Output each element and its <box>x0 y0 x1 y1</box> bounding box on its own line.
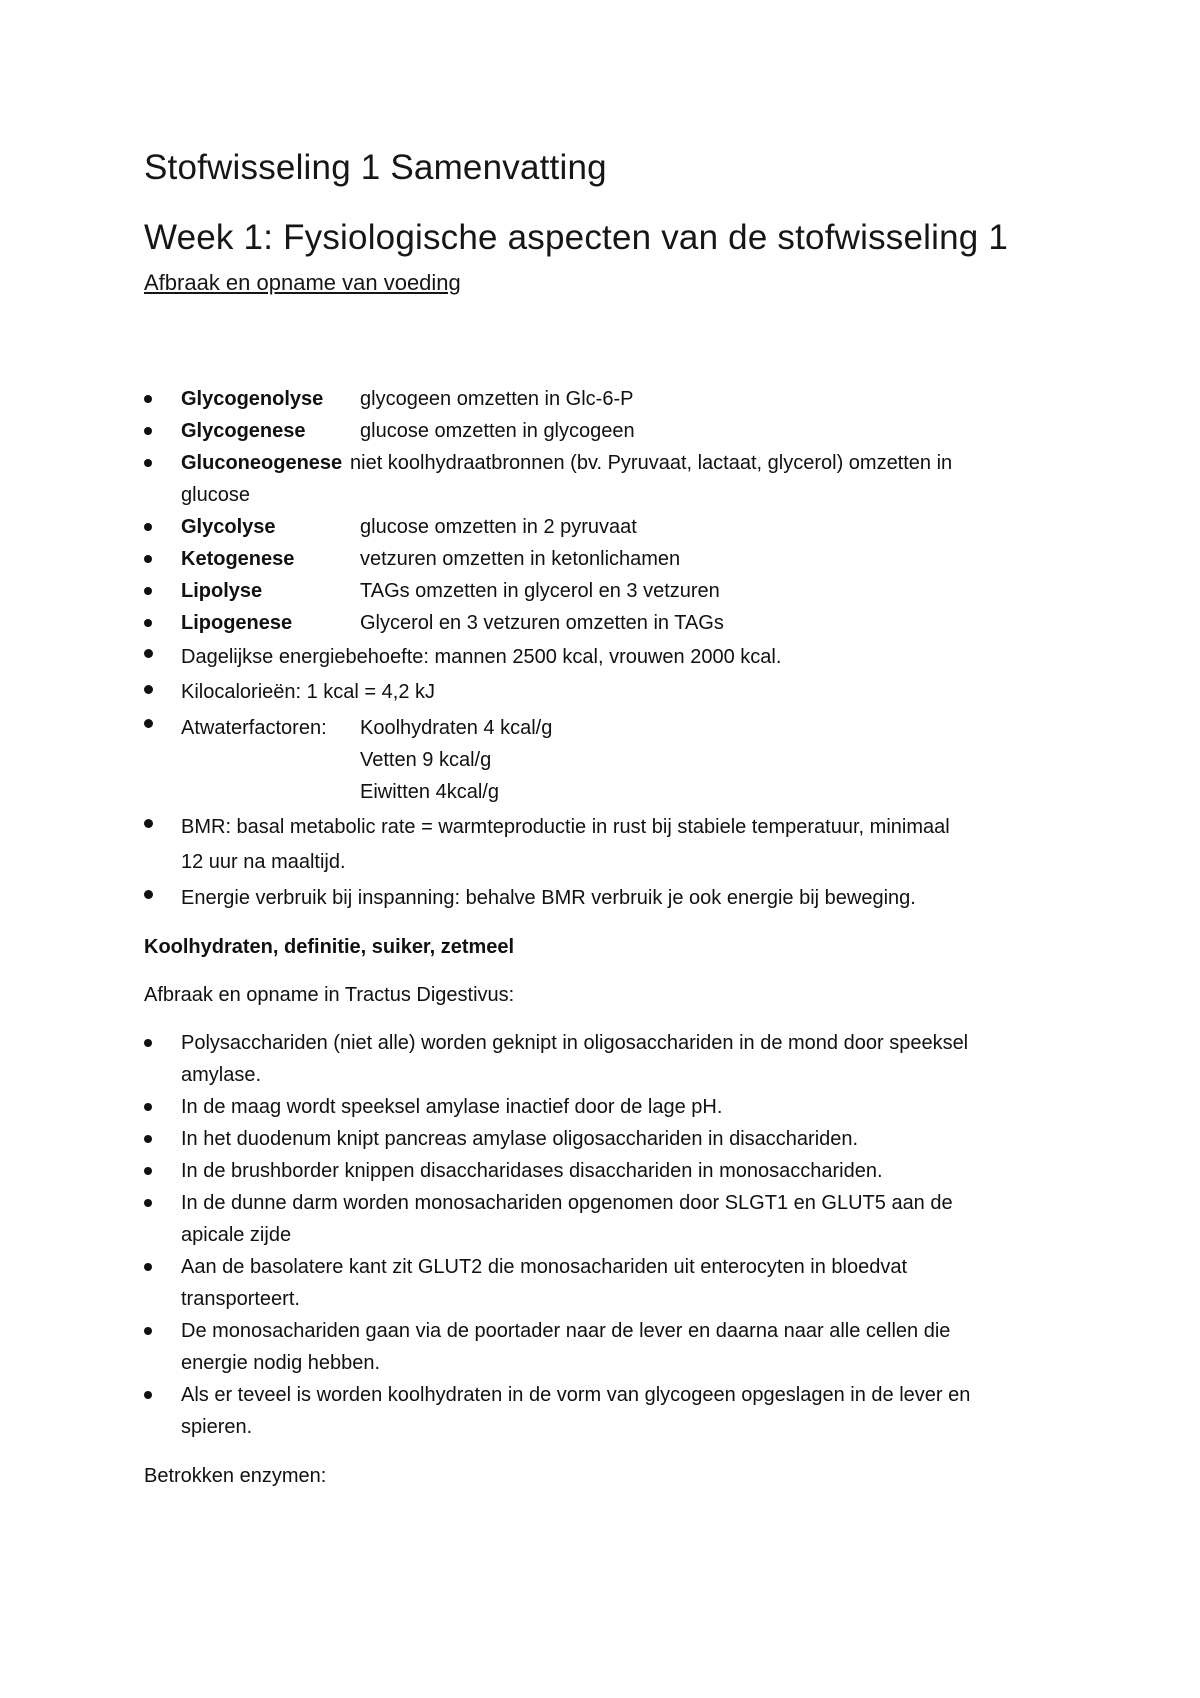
term-definition: glucose omzetten in 2 pyruvaat <box>360 516 637 538</box>
term-gluconeogenese: Gluconeogenese <box>181 452 343 474</box>
term-glycolyse: Glycolyse <box>181 516 276 538</box>
bullet-icon <box>144 427 152 435</box>
term-definition: vetzuren omzetten in ketonlichamen <box>360 548 681 570</box>
term-definition: glucose omzetten in glycogeen <box>360 420 635 442</box>
list-item: Aan de basolatere kant zit GLUT2 die monosachariden uit enterocyten in bloedvat <box>181 1256 907 1278</box>
atwater-proteins: Eiwitten 4kcal/g <box>360 781 499 803</box>
carbs-intro: Afbraak en opname in Tractus Digestivus: <box>144 984 515 1006</box>
bullet-icon <box>144 523 152 531</box>
bullet-icon <box>144 1135 152 1143</box>
bullet-icon <box>144 587 152 595</box>
list-item: Polysacchariden (niet alle) worden geknipt in oligosacchariden in de mond door speeksel <box>181 1032 969 1054</box>
bullet-icon <box>144 1039 152 1047</box>
term-lipogenese: Lipogenese <box>181 612 293 634</box>
list-item: Als er teveel is worden koolhydraten in de vorm van glycogeen opgeslagen in de lever en <box>181 1384 971 1406</box>
bullet-icon <box>144 1167 152 1175</box>
atwater-label: Atwaterfactoren: <box>181 717 327 739</box>
energy-need-text: Dagelijkse energiebehoefte: mannen 2500 kcal, vrouwen 2000 kcal. <box>181 646 782 668</box>
bullet-icon <box>144 395 152 403</box>
list-item: De monosachariden gaan via de poortader naar de lever en daarna naar alle cellen die <box>181 1320 951 1342</box>
list-item-continued: transporteert. <box>181 1288 300 1310</box>
atwater-fats: Vetten 9 kcal/g <box>360 749 492 771</box>
bullet-icon <box>144 890 153 899</box>
list-item-continued: energie nodig hebben. <box>181 1352 381 1374</box>
list-item: In de dunne darm worden monosachariden opgenomen door SLGT1 en GLUT5 aan de <box>181 1192 953 1214</box>
exercise-text: Energie verbruik bij inspanning: behalve BMR verbruik je ook energie bij beweging. <box>181 887 916 909</box>
term-definition-continued: glucose <box>181 484 250 506</box>
term-glycogenolyse: Glycogenolyse <box>181 388 324 410</box>
document-title: Stofwisseling 1 Samenvatting <box>144 148 607 187</box>
bullet-icon <box>144 685 153 694</box>
list-item: In de maag wordt speeksel amylase inactief door de lage pH. <box>181 1096 723 1118</box>
bmr-text-continued: 12 uur na maaltijd. <box>181 851 346 873</box>
bullet-icon <box>144 619 152 627</box>
term-definition: niet koolhydraatbronnen (bv. Pyruvaat, lactaat, glycerol) omzetten in <box>350 452 953 474</box>
bullet-icon <box>144 1263 152 1271</box>
carbs-heading: Koolhydraten, definitie, suiker, zetmeel <box>144 936 515 958</box>
bmr-text: BMR: basal metabolic rate = warmteproductie in rust bij stabiele temperatuur, minimaal <box>181 816 950 838</box>
week-heading: Week 1: Fysiologische aspecten van de stofwisseling 1 <box>144 218 1009 257</box>
bullet-icon <box>144 649 153 658</box>
term-ketogenese: Ketogenese <box>181 548 295 570</box>
bullet-icon <box>144 459 152 467</box>
bullet-icon <box>144 1391 152 1399</box>
section-subheading: Afbraak en opname van voeding <box>144 270 461 295</box>
list-item-continued: spieren. <box>181 1416 253 1438</box>
bullet-icon <box>144 1199 152 1207</box>
kilocalories-text: Kilocalorieën: 1 kcal = 4,2 kJ <box>181 681 436 703</box>
atwater-carbs: Koolhydraten 4 kcal/g <box>360 717 553 739</box>
bullet-icon <box>144 555 152 563</box>
list-item: In het duodenum knipt pancreas amylase oligosacchariden in disacchariden. <box>181 1128 859 1150</box>
term-lipolyse: Lipolyse <box>181 580 263 602</box>
bullet-icon <box>144 719 153 728</box>
term-definition: Glycerol en 3 vetzuren omzetten in TAGs <box>360 612 724 634</box>
bullet-icon <box>144 1103 152 1111</box>
term-definition: glycogeen omzetten in Glc-6-P <box>360 388 634 410</box>
term-definition: TAGs omzetten in glycerol en 3 vetzuren <box>360 580 720 602</box>
enzymes-label: Betrokken enzymen: <box>144 1465 327 1487</box>
list-item: In de brushborder knippen disaccharidases disacchariden in monosacchariden. <box>181 1160 883 1182</box>
bullet-icon <box>144 819 153 828</box>
list-item-continued: amylase. <box>181 1064 262 1086</box>
term-glycogenese: Glycogenese <box>181 420 306 442</box>
list-item-continued: apicale zijde <box>181 1224 292 1246</box>
bullet-icon <box>144 1327 152 1335</box>
